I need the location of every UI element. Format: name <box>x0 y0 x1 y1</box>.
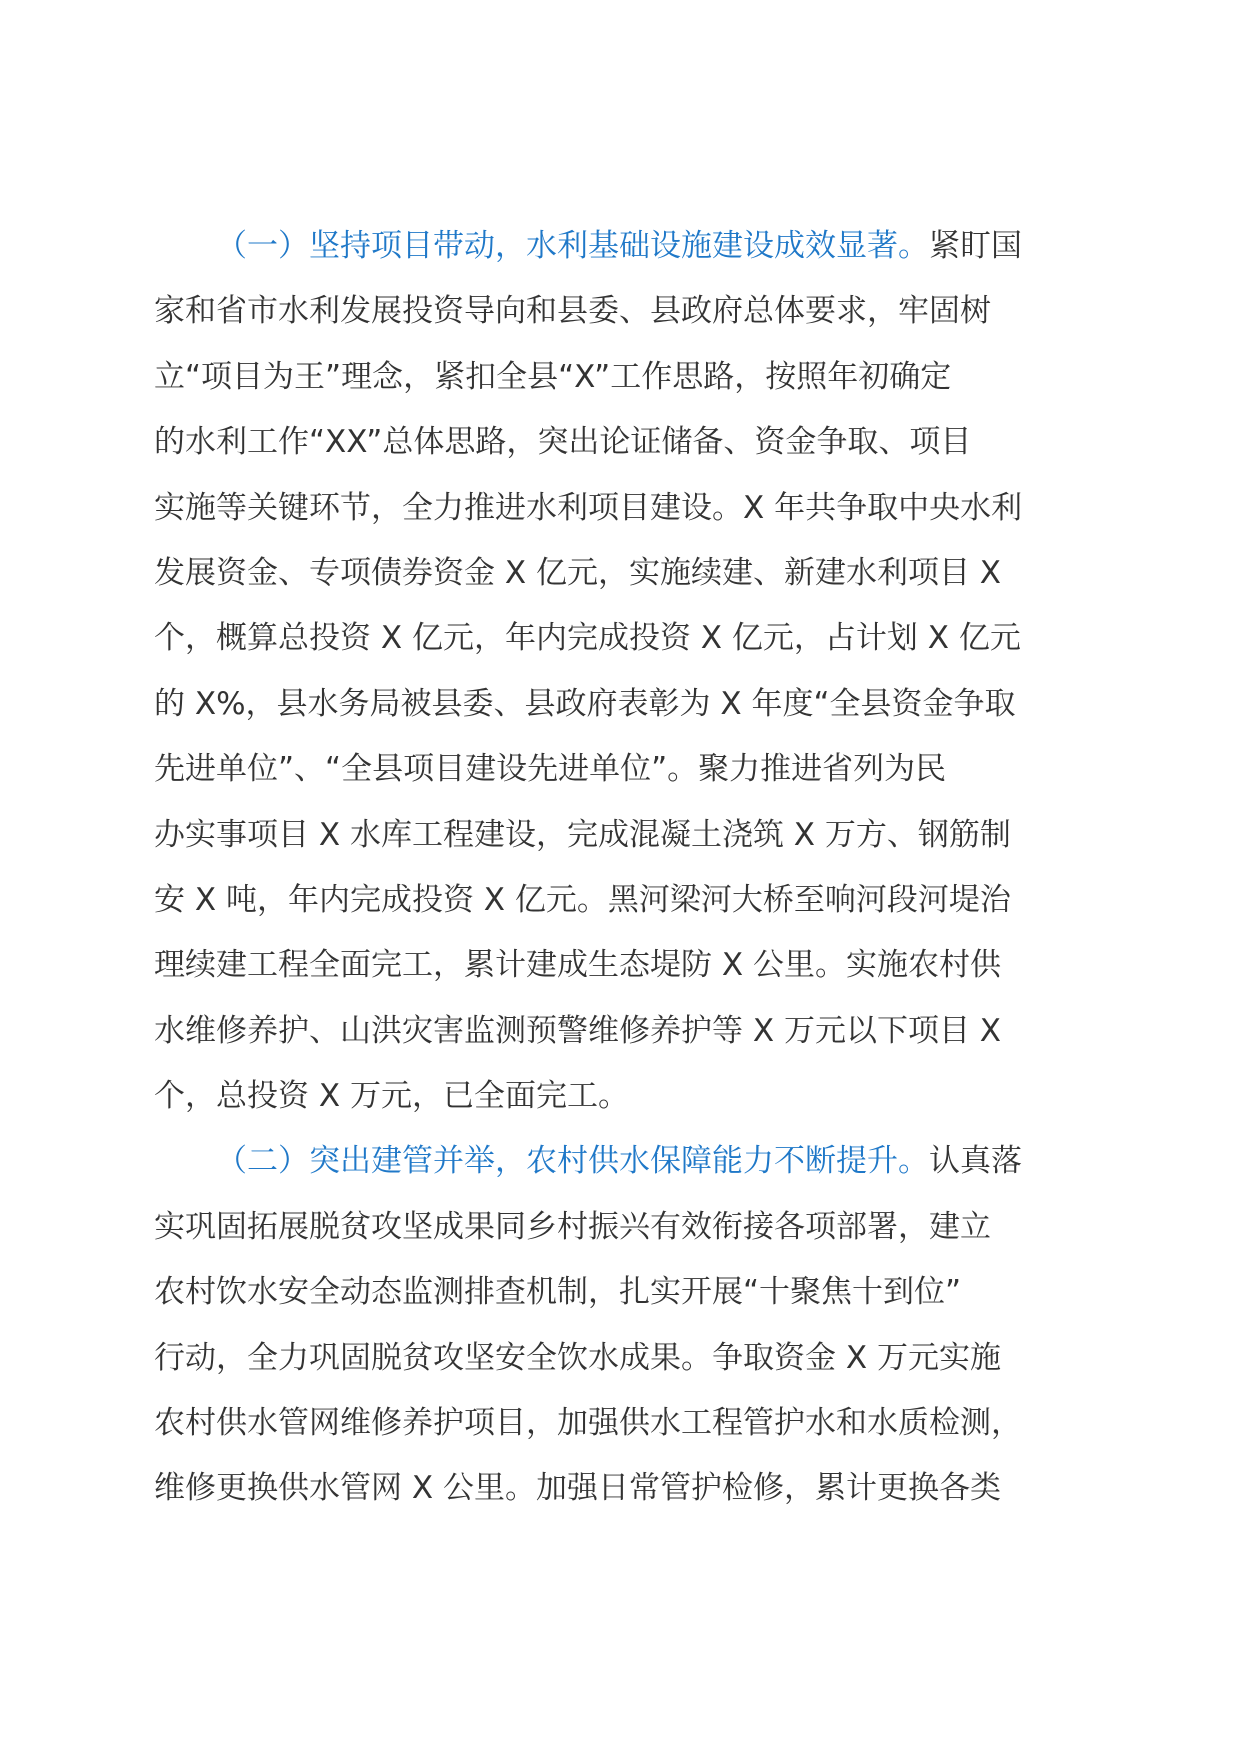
section1-line-0: 紧盯国 <box>929 228 1022 264</box>
section2-line-4: 农村供水管网维修养护项目，加强供水工程管护水和水质检测， <box>154 1405 1022 1442</box>
section1-line-5: 发展资金、专项债券资金 X 亿元，实施续建、新建水利项目 X <box>154 554 1002 591</box>
section1-line-4: 实施等关键环节，全力推进水利项目建设。X 年共争取中央水利 <box>154 489 1023 526</box>
section1-line-12: 水维修养护、山洪灾害监测预警维修养护等 X 万元以下项目 X <box>154 1012 1002 1049</box>
section1-line-11: 理续建工程全面完工，累计建成生态堤防 X 公里。实施农村供 <box>154 947 1001 984</box>
section1-first-line <box>154 214 1094 279</box>
section2-line-0: 认真落 <box>929 1143 1022 1180</box>
section2-heading: （二）突出建管并举，农村供水保障能力不断提升。 <box>216 1143 929 1180</box>
document-body <box>154 214 1094 1522</box>
section1-heading: （一）坚持项目带动，水利基础设施建设成效显著。 <box>216 228 929 264</box>
section2-line-2: 农村饮水安全动态监测排查机制，扎实开展“十聚焦十到位” <box>154 1274 962 1311</box>
section2-line-1: 实巩固拓展脱贫攻坚成果同乡村振兴有效衔接各项部署，建立 <box>154 1208 991 1245</box>
section2-first-line <box>154 1129 1094 1194</box>
section2-line-5: 维修更换供水管网 X 公里。加强日常管护检修，累计更换各类 <box>154 1470 1001 1507</box>
section1-line-6: 个，概算总投资 X 亿元，年内完成投资 X 亿元，占计划 X 亿元 <box>154 620 1021 657</box>
section1-line-7: 的 X%，县水务局被县委、县政府表彰为 X 年度“全县资金争取 <box>154 685 1016 722</box>
section2-line-3: 行动，全力巩固脱贫攻坚安全饮水成果。争取资金 X 万元实施 <box>154 1339 1001 1376</box>
section1-line-1: 家和省市水利发展投资导向和县委、县政府总体要求，牢固树 <box>154 293 991 330</box>
section1-line-10: 安 X 吨，年内完成投资 X 亿元。黑河梁河大桥至响河段河堤治 <box>154 881 1011 918</box>
section1-line-13: 个，总投资 X 万元，已全面完工。 <box>154 1078 629 1115</box>
section1-line-2: 立“项目为王”理念，紧扣全县“X”工作思路，按照年初确定 <box>154 358 952 395</box>
section1-line-3: 的水利工作“XX”总体思路，突出论证储备、资金争取、项目 <box>154 424 972 461</box>
section1-line-8: 先进单位”、“全县项目建设先进单位”。聚力推进省列为民 <box>154 751 947 788</box>
section1-line-9: 办实事项目 X 水库工程建设，完成混凝土浇筑 X 万方、钢筋制 <box>154 816 1011 853</box>
